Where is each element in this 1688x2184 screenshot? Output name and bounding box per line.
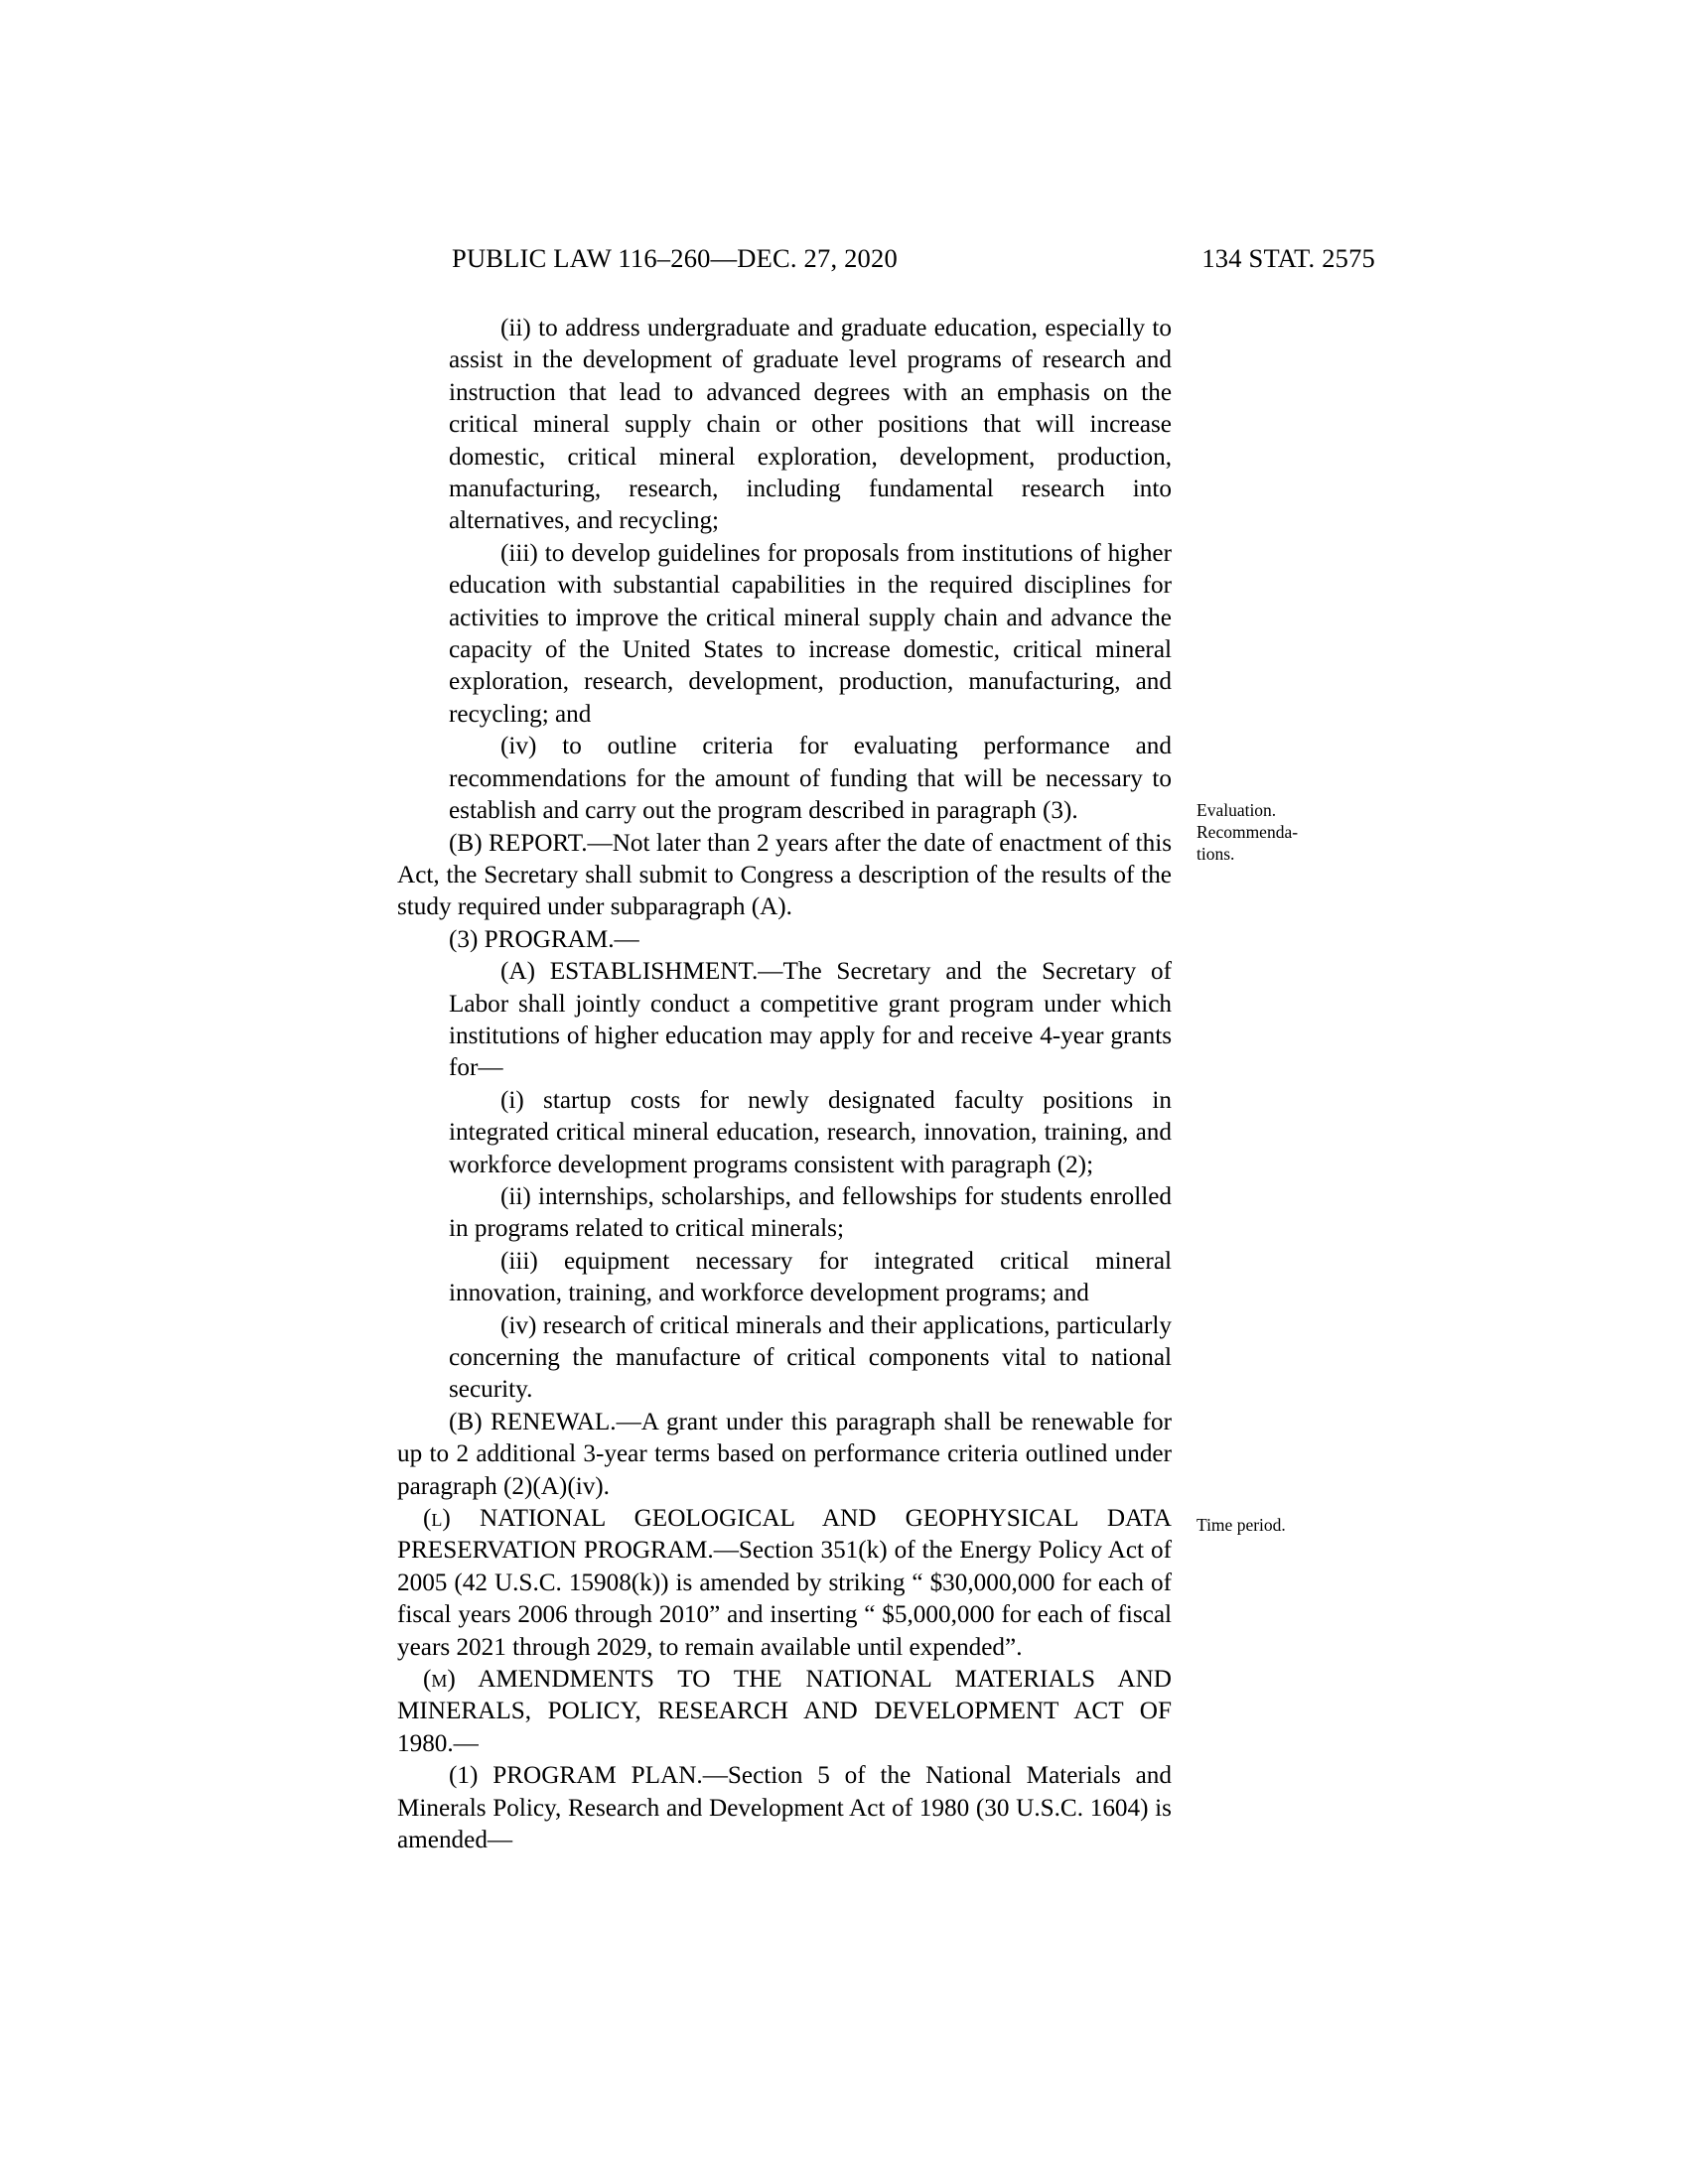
margin-note-evaluation	[1196, 799, 1405, 865]
subsection-m-label: (m) AMENDMENTS TO THE NATIONAL MATERIALS AND MINERALS, POLICY, RESEARCH AND DEVELOPMENT ACT OF 1980.	[397, 1666, 1172, 1757]
subsection-l-text: —Section 351(k) of the Energy Policy Act of 2005 (42 U.S.C. 15908(k)) is amended by striking “ $30,000,000 for each of fiscal years 2006 through 2010” and inserting “ $5,000,000 for each of fiscal years 2021 through 2029, to remain available until expended”.	[397, 1537, 1172, 1661]
paragraph-iii-guidelines: (iii) to develop guidelines for proposals from institutions of higher education with substantial capabilities in the required disciplines for activities to improve the critical mineral supply chain and advance the capacity of the United States to increase domestic, critical mineral exploration, research, development, production, manufacturing, and recycling; and	[449, 539, 1172, 728]
subsection-l-label: (l) NATIONAL GEOLOGICAL AND GEOPHYSICAL DATA PRESERVATION PROGRAM.	[397, 1505, 1172, 1565]
paragraph-B-report-text: —Not later than 2 years after the date of enactment of this Act, the Secretary shall submit to Congress a description of the results of the study required under subparagraph (A).	[397, 829, 1172, 921]
paragraph-ii-education: (ii) to address undergraduate and graduate education, especially to assist in the development of graduate level programs of research and instruction that lead to advanced degrees with an emphasis on the critical mineral supply chain or other positions that will increase domestic, critical mineral exploration, development, production, manufacturing, research, including fundamental research into alternatives, and recycling;	[449, 315, 1172, 535]
margin-note-line-1: Evaluation.	[1196, 800, 1277, 820]
paragraph-B-report-label: (B) REPORT.	[449, 829, 588, 857]
paragraph-iv-research: (iv) research of critical minerals and their applications, particularly concerning the manufacture of critical components vital to national security.	[449, 1311, 1172, 1404]
paragraph-m1-label: (1) PROGRAM PLAN.	[449, 1762, 703, 1790]
page-header	[452, 243, 1375, 274]
paragraph-B-renewal-label: (B) RENEWAL.	[449, 1408, 617, 1435]
paragraph-iii-equipment: (iii) equipment necessary for integrated critical mineral innovation, training, and workforce development programs; and	[449, 1247, 1172, 1307]
paragraph-A-establishment-label: (A) ESTABLISHMENT.	[500, 958, 759, 986]
paragraph-A-establishment-text: —The Secretary and the Secretary of Labor shall jointly conduct a competitive grant program under which institutions of higher education may apply for and receive 4-year grants for—	[449, 958, 1172, 1082]
margin-note-time-period	[1196, 1514, 1405, 1536]
paragraph-3-program-label: (3) PROGRAM.—	[449, 925, 639, 953]
paragraph-B-report	[397, 828, 1172, 924]
margin-note-line-1: Time period.	[1196, 1515, 1286, 1535]
subsection-m	[397, 1664, 1172, 1760]
header-stat-number: 134 STAT. 2575	[1201, 243, 1375, 273]
paragraph-ii-internships: (ii) internships, scholarships, and fellowships for students enrolled in programs related to critical minerals;	[449, 1182, 1172, 1243]
paragraph-iv-criteria: (iv) to outline criteria for evaluating performance and recommendations for the amount of funding that will be necessary to establish and carry out the program described in paragraph (3).	[449, 733, 1172, 825]
paragraph-i-startup-costs: (i) startup costs for newly designated faculty positions in integrated critical mineral education, research, innovation, training, and workforce development programs consistent with paragraph (2);	[449, 1086, 1172, 1178]
header-public-law: PUBLIC LAW 116–260—DEC. 27, 2020	[452, 243, 898, 273]
margin-note-line-3: tions.	[1196, 844, 1235, 864]
body-column	[397, 313, 1172, 1857]
paragraph-m1-program-plan	[397, 1760, 1172, 1856]
paragraph-m1-text: —Section 5 of the National Materials and Minerals Policy, Research and Development Act of 1980 (30 U.S.C. 1604) is amended—	[397, 1762, 1172, 1854]
subsection-m-text: —	[453, 1729, 479, 1757]
paragraph-B-renewal	[397, 1407, 1172, 1503]
paragraph-A-establishment	[397, 956, 1172, 1085]
subsection-l	[397, 1503, 1172, 1664]
paragraph-B-renewal-text: —A grant under this paragraph shall be renewable for up to 2 additional 3-year terms based on performance criteria outlined under paragraph (2)(A)(iv).	[397, 1408, 1172, 1500]
paragraph-3-program	[397, 924, 1172, 956]
margin-note-line-2: Recommenda-	[1196, 822, 1299, 842]
